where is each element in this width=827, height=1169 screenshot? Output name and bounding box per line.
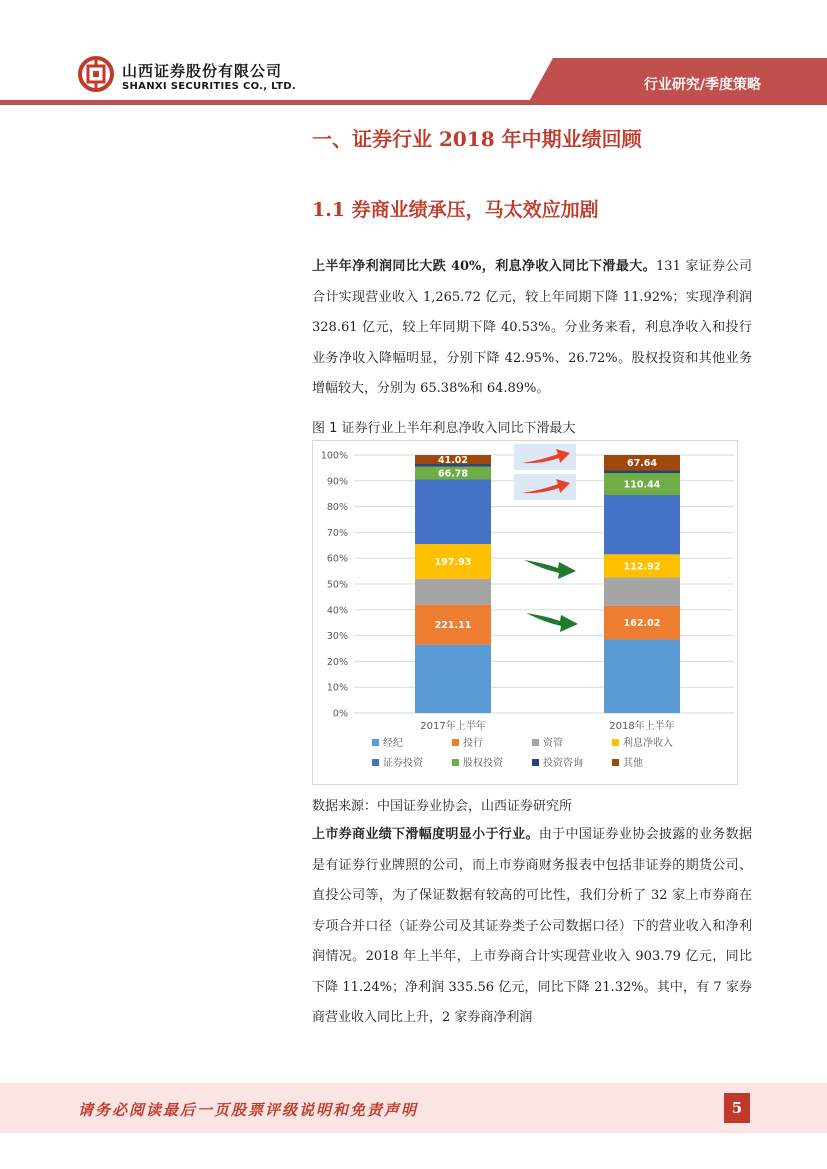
paragraph-lead: 上市券商业绩下滑幅度明显小于行业。 bbox=[312, 827, 539, 842]
subsection-heading: 1.1 券商业绩承压，马太效应加剧 bbox=[312, 199, 599, 221]
data-label: 112.92 bbox=[623, 561, 661, 573]
figure-title: 图 1 证券行业上半年利息净收入同比下滑最大 bbox=[312, 421, 576, 436]
bar-segment bbox=[604, 470, 680, 473]
legend-swatch bbox=[372, 759, 379, 766]
y-tick-label: 30% bbox=[326, 631, 348, 643]
footer-disclaimer: 请务必阅读最后一页股票评级说明和免责声明 bbox=[78, 1101, 419, 1119]
legend-swatch bbox=[532, 759, 539, 766]
paragraph-listed-brokers bbox=[312, 820, 752, 1034]
legend-label: 资管 bbox=[543, 738, 563, 749]
section-label: 行业研究/季度策略 bbox=[643, 77, 761, 93]
y-tick-label: 0% bbox=[332, 708, 348, 720]
page-header bbox=[0, 0, 827, 105]
y-tick-label: 40% bbox=[326, 605, 348, 617]
data-label: 67.64 bbox=[626, 458, 658, 470]
legend-swatch bbox=[452, 759, 459, 766]
y-tick-label: 10% bbox=[326, 682, 348, 694]
legend-label: 投行 bbox=[463, 738, 483, 749]
company-logo-icon bbox=[78, 56, 114, 92]
trend-up-arrow-icon bbox=[514, 474, 576, 500]
y-tick-label: 80% bbox=[326, 502, 348, 514]
legend-label: 股权投资 bbox=[463, 758, 503, 769]
company-name-cn: 山西证券股份有限公司 bbox=[122, 62, 283, 80]
data-label: 162.02 bbox=[623, 618, 661, 630]
legend-label: 其他 bbox=[623, 758, 643, 769]
data-label: 221.11 bbox=[434, 620, 472, 632]
y-tick-label: 20% bbox=[326, 656, 348, 668]
section-heading: 一、证券行业 2018 年中期业绩回顾 bbox=[312, 127, 642, 151]
bar-segment bbox=[415, 579, 491, 605]
trend-up-arrow-icon bbox=[514, 444, 576, 470]
data-label: 41.02 bbox=[437, 455, 469, 467]
x-tick-label: 2017年上半年 bbox=[420, 721, 486, 732]
y-tick-label: 50% bbox=[326, 579, 348, 591]
paragraph-body: 131 家证券公司合计实现营业收入 1,265.72 亿元，较上年同期下降 11.92%；实现净利润 328.61 亿元，较上年同期下降 40.53%。分业务来看，利息净收入和投行业务净收入降幅明显，分别下降 42.95%、26.72%。股权投资和其他业务增幅较大，分别为 65.38%和 64.89%。 bbox=[312, 259, 752, 396]
header-divider bbox=[0, 100, 827, 105]
bar-segment bbox=[415, 645, 491, 713]
y-tick-label: 70% bbox=[326, 527, 348, 539]
stacked-bar-chart bbox=[312, 440, 738, 785]
bar-segment bbox=[604, 495, 680, 554]
legend-swatch bbox=[372, 739, 379, 746]
figure-source: 数据来源：中国证券业协会，山西证券研究所 bbox=[312, 799, 573, 814]
paragraph-net-profit bbox=[312, 252, 752, 405]
data-label: 66.78 bbox=[437, 468, 469, 480]
paragraph-body: 由于中国证券业协会披露的业务数据是有证券行业牌照的公司，而上市券商财务报表中包括非证券的期货公司、直投公司等，为了保证数据有较高的可比性，我们分析了 32 家上市券商在专项合并口径（证券公司及其证券类子公司数据口径）下的营业收入和净利润情况。2018 年上半年，上市券商合计实现营业收入 903.79 亿元，同比下降 11.24%；净利润 335.56 亿元，同比下降 21.32%。其中，有 7 家券商营业收入同比上升，2 家券商净利润 bbox=[312, 827, 752, 1025]
legend-label: 利息净收入 bbox=[623, 738, 673, 749]
legend-label: 经纪 bbox=[383, 738, 403, 749]
data-label: 110.44 bbox=[623, 479, 661, 491]
bar-segment bbox=[415, 480, 491, 545]
legend-label: 证券投资 bbox=[383, 758, 423, 769]
legend-swatch bbox=[532, 739, 539, 746]
legend-swatch bbox=[452, 739, 459, 746]
bar-segment bbox=[604, 578, 680, 606]
legend-swatch bbox=[612, 739, 619, 746]
x-tick-label: 2018年上半年 bbox=[609, 721, 675, 732]
legend-label: 投资咨询 bbox=[543, 758, 583, 769]
bar-segment bbox=[604, 639, 680, 713]
company-name-en: SHANXI SECURITIES CO., LTD. bbox=[122, 81, 296, 92]
y-tick-label: 100% bbox=[320, 450, 348, 462]
data-label: 197.93 bbox=[434, 556, 472, 568]
y-tick-label: 90% bbox=[326, 476, 348, 488]
y-tick-label: 60% bbox=[326, 553, 348, 565]
legend-swatch bbox=[612, 759, 619, 766]
paragraph-lead: 上半年净利润同比大跌 40%，利息净收入同比下滑最大。 bbox=[312, 259, 657, 274]
page-number: 5 bbox=[724, 1093, 750, 1123]
